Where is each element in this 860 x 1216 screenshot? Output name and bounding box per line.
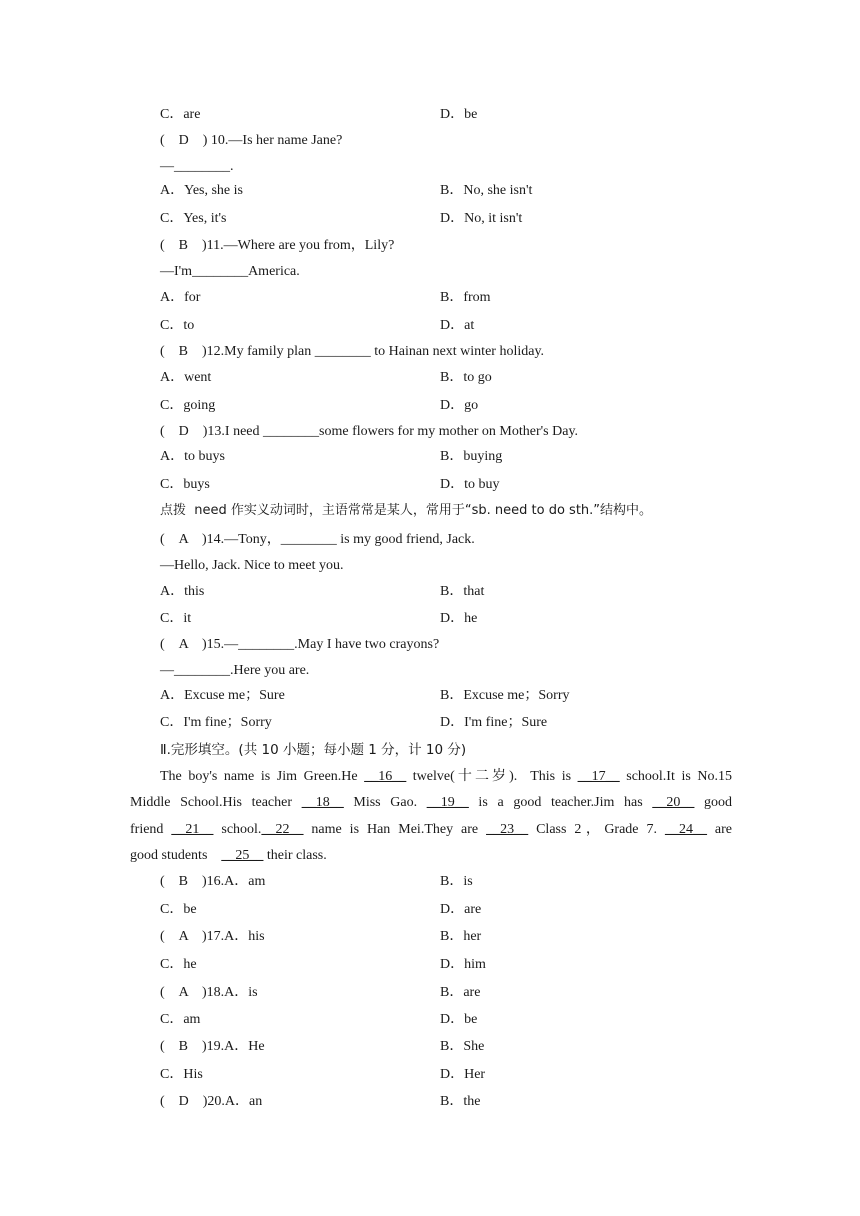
option-right: B．from bbox=[440, 290, 491, 305]
blank-number: __19__ bbox=[426, 795, 469, 811]
option-right: D．No, it isn't bbox=[440, 211, 523, 226]
question-line: ( D )13.I need ________some flowers for my mother on Mother's Day. bbox=[160, 424, 579, 439]
option-right: D．Her bbox=[440, 1067, 486, 1082]
passage-text: is a good teacher.Jim has bbox=[468, 795, 653, 811]
cloze-passage bbox=[130, 764, 732, 869]
passage-text: are bbox=[706, 821, 733, 837]
section-heading: Ⅱ.完形填空。(共 10 小题；每小题 1 分，计 10 分) bbox=[160, 742, 467, 758]
option-left: C．to bbox=[160, 318, 195, 333]
option-left: C．Yes, it's bbox=[160, 211, 227, 226]
question-line: ( B )12.My family plan ________ to Hainan next winter holiday. bbox=[160, 344, 545, 359]
blank-number: __17__ bbox=[577, 769, 620, 784]
option-right: B．the bbox=[440, 1094, 481, 1109]
passage-text: Middle School.His teacher bbox=[130, 795, 302, 811]
blank-number: __16__ bbox=[364, 769, 407, 784]
option-right: B．her bbox=[440, 929, 482, 944]
option-left: C．be bbox=[160, 902, 197, 917]
blank-number: __24__ bbox=[664, 821, 707, 837]
option-right: D．be bbox=[440, 1012, 478, 1027]
option-left: C．am bbox=[160, 1012, 201, 1027]
option-left: ( A )17.A．his bbox=[160, 929, 265, 944]
option-left: A．Excuse me；Sure bbox=[160, 688, 285, 703]
blank-number: __22__ bbox=[261, 821, 304, 837]
option-left: A．for bbox=[160, 290, 201, 305]
question-line: —________.Here you are. bbox=[160, 663, 310, 678]
option-right: D．be bbox=[440, 107, 478, 122]
passage-text: school.It is No.15 bbox=[619, 769, 732, 784]
option-right: D．him bbox=[440, 957, 486, 972]
option-left: ( B )16.A．am bbox=[160, 874, 266, 889]
option-right: B．is bbox=[440, 874, 473, 889]
option-left: C．he bbox=[160, 957, 197, 972]
option-right: B．Excuse me；Sorry bbox=[440, 688, 570, 703]
question-line: ( D ) 10.—Is her name Jane? bbox=[160, 133, 343, 148]
option-right: B．are bbox=[440, 985, 481, 1000]
passage-line bbox=[130, 817, 732, 843]
option-right: B．to go bbox=[440, 370, 492, 385]
passage-text: name is Han Mei.They are bbox=[303, 821, 487, 837]
passage-text: friend bbox=[130, 821, 172, 837]
option-left: A．went bbox=[160, 370, 212, 385]
blank-number: __18__ bbox=[301, 795, 344, 811]
passage-text: twelve(十二岁). This is bbox=[406, 769, 578, 784]
option-left: C．it bbox=[160, 611, 192, 626]
passage-text: school. bbox=[213, 821, 262, 837]
question-line: —________. bbox=[160, 159, 234, 174]
option-left: A．Yes, she is bbox=[160, 183, 243, 198]
blank-number: __20__ bbox=[652, 795, 695, 811]
passage-text: good students bbox=[130, 847, 222, 863]
option-left: C．His bbox=[160, 1067, 203, 1082]
option-right: D．to buy bbox=[440, 477, 500, 492]
passage-text: Miss Gao. bbox=[343, 795, 427, 811]
option-right: D．I'm fine；Sure bbox=[440, 715, 548, 730]
option-left: ( A )18.A．is bbox=[160, 985, 258, 1000]
passage-text: good bbox=[694, 795, 733, 811]
blank-number: __21__ bbox=[171, 821, 214, 837]
option-left: C．I'm fine；Sorry bbox=[160, 715, 272, 730]
blank-number: __25__ bbox=[221, 847, 264, 863]
question-line: —Hello, Jack. Nice to meet you. bbox=[160, 558, 344, 573]
option-right: D．he bbox=[440, 611, 478, 626]
option-left: C．buys bbox=[160, 477, 210, 492]
option-right: D．are bbox=[440, 902, 482, 917]
hint-note: 点拨 need 作实义动词时，主语常常是某人，常用于“sb. need to do sth.”结构中。 bbox=[160, 503, 653, 518]
option-right: B．No, she isn't bbox=[440, 183, 533, 198]
passage-line bbox=[130, 764, 732, 790]
question-line: ( A )14.—Tony，________ is my good friend, Jack. bbox=[160, 532, 475, 547]
question-line: ( B )11.—Where are you from，Lily? bbox=[160, 238, 395, 253]
option-left: ( D )20.A．an bbox=[160, 1094, 263, 1109]
passage-text: The boy's name is Jim Green.He bbox=[160, 769, 365, 784]
passage-text: their class. bbox=[263, 847, 327, 863]
option-right: D．at bbox=[440, 318, 475, 333]
option-left: C．are bbox=[160, 107, 201, 122]
passage-text: Class 2，Grade 7. bbox=[528, 821, 665, 837]
passage-line bbox=[130, 790, 732, 816]
option-left: C．going bbox=[160, 398, 216, 413]
question-line: ( A )15.—________.May I have two crayons? bbox=[160, 637, 440, 652]
option-left: ( B )19.A．He bbox=[160, 1039, 265, 1054]
blank-number: __23__ bbox=[486, 821, 529, 837]
option-left: A．this bbox=[160, 584, 205, 599]
option-left: A．to buys bbox=[160, 449, 225, 464]
question-line: —I'm________America. bbox=[160, 264, 300, 279]
option-right: B．She bbox=[440, 1039, 485, 1054]
option-right: B．buying bbox=[440, 449, 503, 464]
passage-line bbox=[130, 843, 732, 869]
option-right: B．that bbox=[440, 584, 485, 599]
option-right: D．go bbox=[440, 398, 479, 413]
